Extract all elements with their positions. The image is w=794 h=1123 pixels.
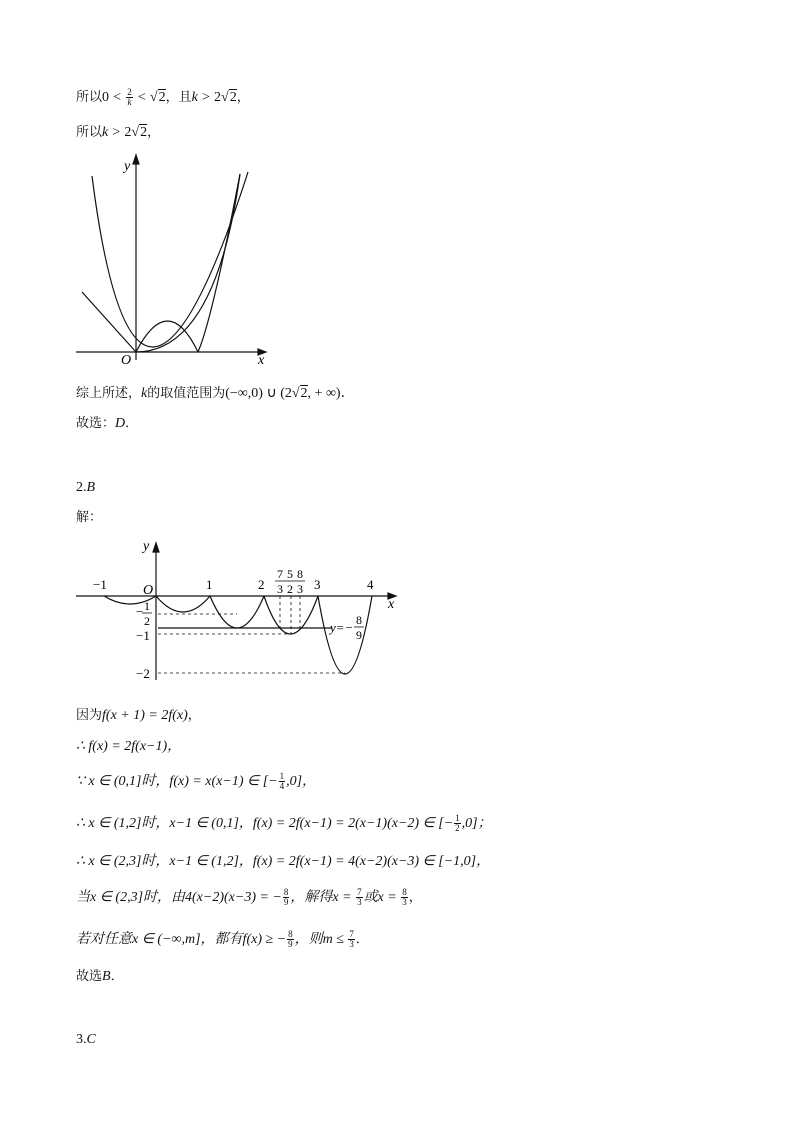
derivation-line-6: 当x ∈ (2,3]时，由4(x−2)(x−3) = − $\frac{8}{9}$ ，解得x = $\frac{7}{3}$ 或x = $\frac{8}{3}$ ，	[76, 887, 422, 907]
x-tick-1: 1	[206, 577, 213, 592]
x-tick-neg1: −1	[93, 577, 107, 592]
fraction: $\frac{2}{k}$	[127, 87, 132, 107]
summary-line: 综上所述，k的取值范围为(−∞,0) ∪ (2√2, + ∞)．	[76, 386, 355, 401]
derivation-line-4: ∴ x ∈ (1,2]时，x−1 ∈ (0,1]，f(x) = 2f(x−1) = 2(x−1)(x−2) ∈ [− $\frac{1}{2}$ ,0]；	[76, 813, 492, 833]
fig1-x-label: x	[258, 353, 265, 368]
answer-line-2: 故选B．	[76, 969, 124, 984]
frac-tick-num-0: 7	[277, 567, 283, 581]
fig1-y-label: y	[124, 159, 131, 174]
line-label-den: 9	[356, 628, 362, 642]
question-2-heading: 2.B	[76, 480, 96, 495]
arc-0-1	[156, 596, 210, 612]
derivation-line-5: ∴ x ∈ (2,3]时，x−1 ∈ (1,2]，f(x) = 2f(x−1) = 4(x−2)(x−3) ∈ [−1,0]，	[76, 854, 491, 869]
arc-1-2	[210, 596, 264, 628]
cond-line-1: 所以0 < $\frac{2}{k}$ < √2，且k > 2√2，	[76, 87, 250, 107]
y-tick-neg-half-num: 1	[144, 599, 150, 613]
derivation-line-3: ∵ x ∈ (0,1]时，f(x) = x(x−1) ∈ [− $\frac{1}{4}$ ,0]，	[76, 771, 317, 791]
fig2-origin-label: O	[143, 583, 154, 598]
line-label-num: 8	[356, 613, 362, 627]
line-label-prefix: y=−	[330, 620, 354, 635]
frac-tick-den-0: 3	[277, 582, 283, 596]
question-3-heading: 3.C	[76, 1032, 96, 1047]
frac-tick-num-1: 5	[287, 567, 293, 581]
y-tick-neg-half-den: 2	[144, 614, 150, 628]
arc-3-4	[318, 596, 372, 674]
x-tick-2: 2	[258, 577, 265, 592]
fig1-origin-label: O	[121, 353, 132, 368]
x-tick-3: 3	[314, 577, 321, 592]
cond-line-2: 所以k > 2√2，	[76, 125, 161, 140]
frac-tick-num-2: 8	[297, 567, 303, 581]
fig2-y-label: y	[143, 539, 150, 554]
derivation-line-1: 因为f(x + 1) = 2f(x)，	[76, 708, 201, 723]
y-tick-neg-half-sign: −	[136, 604, 144, 619]
x-tick-4: 4	[367, 577, 374, 592]
fig2-x-label: x	[388, 597, 395, 612]
frac-tick-den-2: 3	[297, 582, 303, 596]
y-tick-neg-one: −1	[136, 628, 150, 643]
solution-label: 解：	[76, 510, 103, 525]
answer-line-1: 故选：D．	[76, 416, 139, 431]
frac-tick-den-1: 2	[287, 582, 293, 596]
y-tick-neg-two: −2	[136, 666, 150, 681]
y-axis-arrow	[153, 543, 159, 552]
derivation-line-2: ∴ f(x) = 2f(x−1)，	[76, 739, 182, 754]
derivation-line-7: 若对任意x ∈ (−∞,m]，都有f(x) ≥ − $\frac{8}{9}$ ，则m ≤ $\frac{7}{3}$ ．	[76, 929, 369, 949]
